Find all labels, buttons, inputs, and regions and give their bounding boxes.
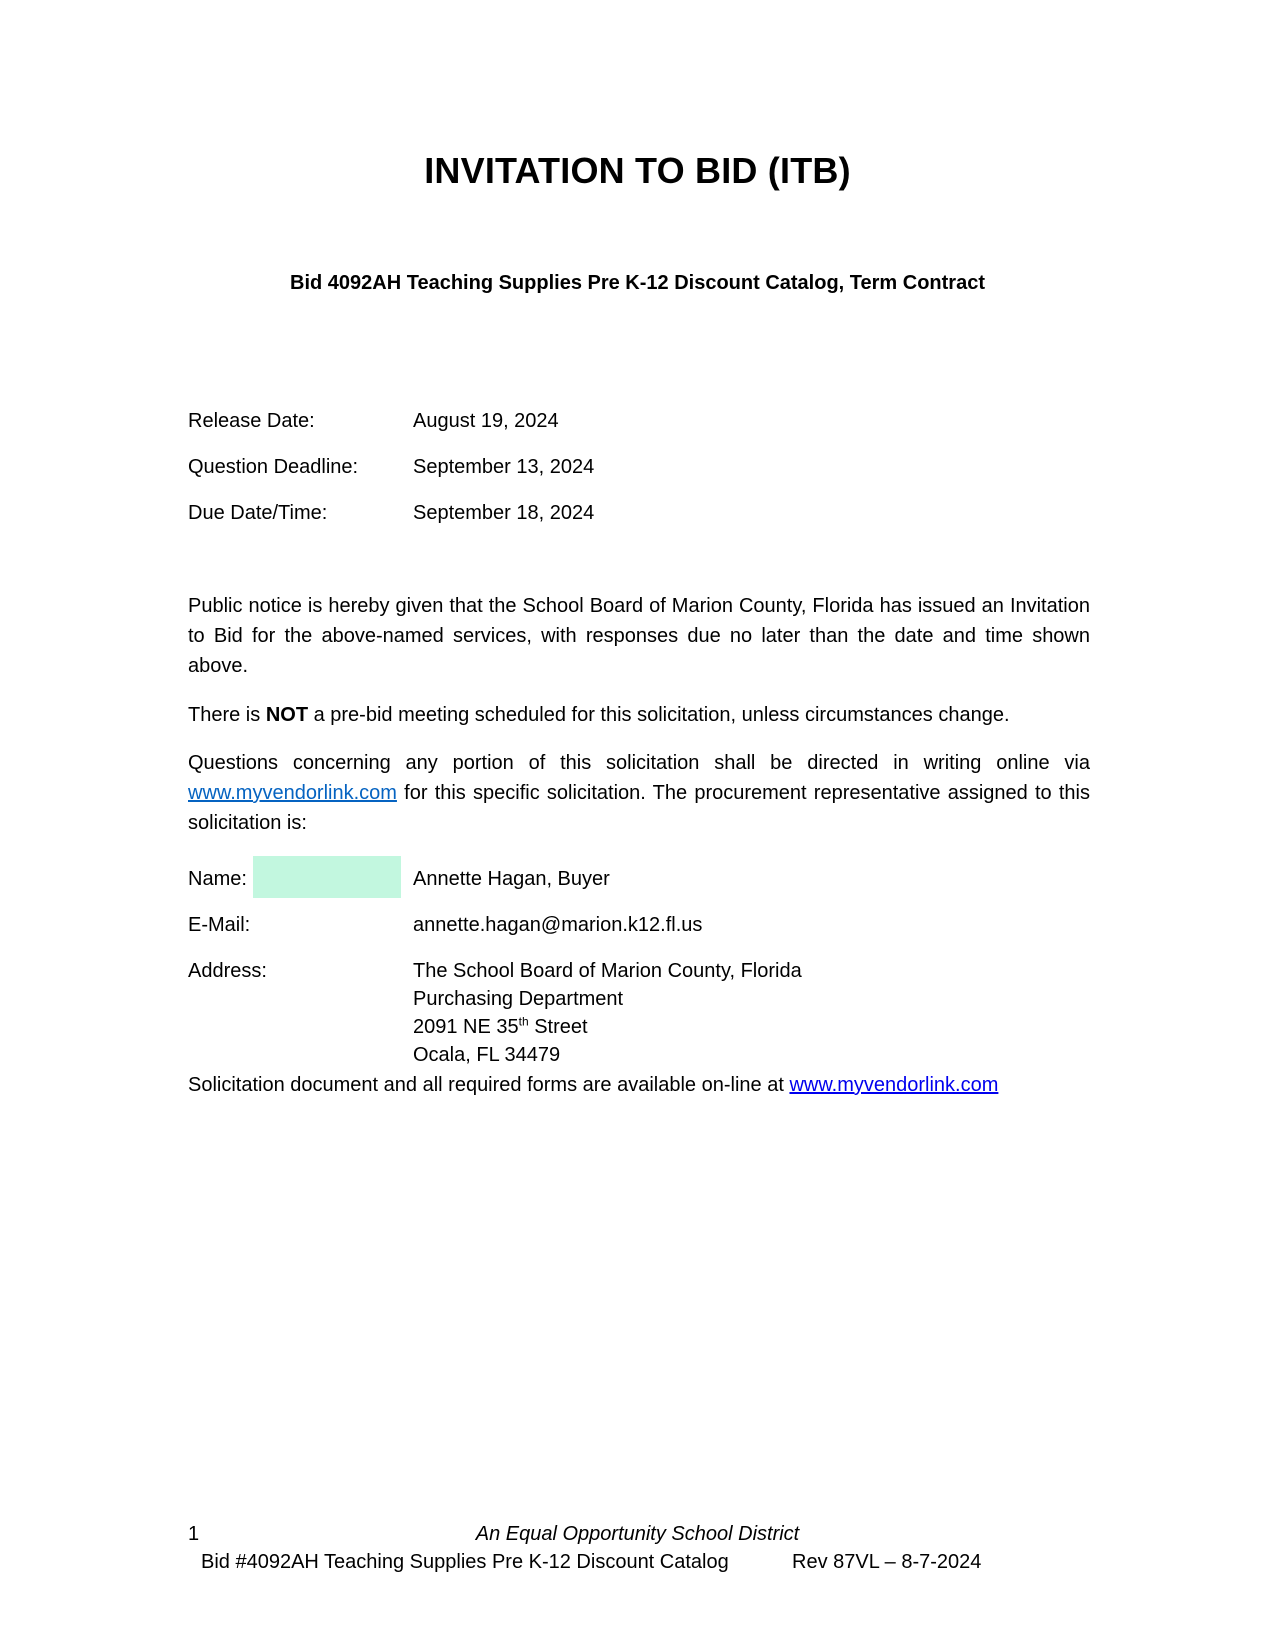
contact-address-block [413,957,802,1069]
prebid-text-before: There is [188,704,266,726]
release-date-value: August 19, 2024 [413,410,559,432]
availability-link[interactable]: www.myvendorlink.com [789,1074,999,1096]
availability-paragraph [188,1070,1090,1100]
prebid-emphasis: NOT [265,704,309,726]
prebid-text-after: a pre-bid meeting scheduled for this solicitation, unless circumstances change. [308,704,1010,726]
contact-name-label: Name: [188,868,247,890]
address-line-2: Purchasing Department [413,988,624,1010]
questions-text-before: Questions concerning any portion of this solicitation shall be directed in writing online via [188,752,1090,774]
vendorlink-link[interactable]: www.myvendorlink.com [188,782,397,804]
release-date-label: Release Date: [188,410,315,432]
address-line-3-post: Street [528,1016,588,1038]
document-subtitle: Bid 4092AH Teaching Supplies Pre K-12 Discount Catalog, Term Contract [290,272,985,294]
footer-page-number: 1 [188,1523,200,1545]
address-line-1: The School Board of Marion County, Florida [413,960,802,982]
due-date-label: Due Date/Time: [188,502,328,524]
footer-revision: Rev 87VL – 8-7-2024 [792,1551,982,1573]
contact-email-label: E-Mail: [188,914,251,936]
questions-text-after: for this specific solicitation. The procurement representative assigned to this solicitation is: [188,782,1090,834]
footer-tagline: An Equal Opportunity School District [475,1523,800,1545]
due-date-value: September 18, 2024 [413,502,595,524]
document-title: INVITATION TO BID (ITB) [424,150,851,191]
address-line-4: Ocala, FL 34479 [413,1044,561,1066]
prebid-paragraph [188,700,1090,730]
questions-paragraph [188,748,1090,838]
availability-text: Solicitation document and all required forms are available on-line at [188,1074,790,1096]
address-line-3-pre: 2091 NE 35 [413,1016,519,1038]
question-deadline-label: Question Deadline: [188,456,359,478]
public-notice-paragraph: Public notice is hereby given that the School Board of Marion County, Florida has issued an Invitation to Bid for the above-named services, with responses due no later than the date and time shown above. [188,595,1090,677]
footer-bid-reference: Bid #4092AH Teaching Supplies Pre K-12 Discount Catalog [201,1551,729,1573]
address-line-3 [413,1013,802,1041]
contact-email-value: annette.hagan@marion.k12.fl.us [413,914,703,936]
question-deadline-value: September 13, 2024 [413,456,595,478]
contact-address-label: Address: [188,960,267,982]
address-line-3-sup: th [518,1014,529,1029]
redaction-box [253,856,401,898]
contact-name-value: Annette Hagan, Buyer [413,868,610,890]
